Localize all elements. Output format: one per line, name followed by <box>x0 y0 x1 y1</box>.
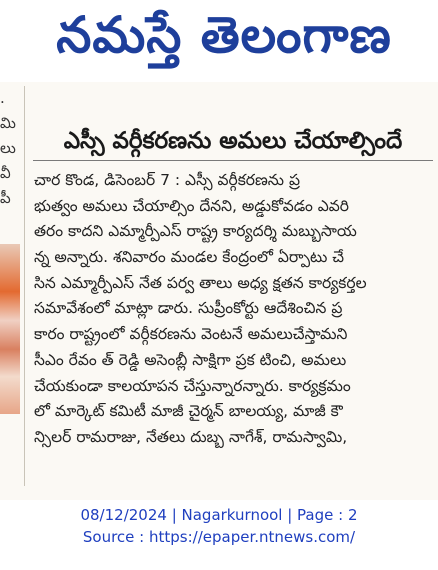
article-line: చార కొండ, డిసెంబర్ 7 : ఎస్సీ వర్గీకరణను ప్ర <box>34 171 300 189</box>
article-line: చేయకుండా కాలయాపన చేస్తున్నారన్నారు. కార్యక్రమం <box>34 376 351 395</box>
article-line: కారం రాష్ట్రంలో వర్గీకరణను వెంటనే అమలుచేస్తామని <box>34 325 348 344</box>
footer-date-line: 08/12/2024 | Nagarkurnool | Page : 2 <box>80 506 358 524</box>
article-body <box>34 168 432 451</box>
article-line: లో మార్కెట్ కమిటీ మాజీ చైర్మన్ బాలయ్య, మాజీ కౌ <box>34 402 343 421</box>
left-fragment: వీ <box>0 164 11 182</box>
article-line: న్సిలర్ రామరాజు, నేతలు దుబ్బ నాగేశ్, రామస్వామి, <box>34 427 348 446</box>
masthead-title: నమస్తే తెలంగాణ <box>56 5 392 64</box>
headline-rule <box>33 160 433 161</box>
adjacent-photo-fragment <box>0 244 20 414</box>
article-headline: ఎస్సీ వర్గీకరణను అమలు చేయాల్సిందే <box>63 128 403 154</box>
column-divider <box>24 86 25 486</box>
footer-source-line[interactable]: Source : https://epaper.ntnews.com/ <box>82 528 356 546</box>
article-line: తరం కాదని ఎమ్మార్పీఎస్ రాష్ట్ర కార్యదర్శి మబ్బుసాయ <box>34 222 357 241</box>
left-fragment: పీ <box>0 189 11 207</box>
left-fragment: . <box>0 89 5 107</box>
article-line: భుత్వం అమలు చేయాల్సిం దేనని, అడ్డుకోవడం ఎవరి <box>34 196 349 215</box>
article-line: సీఎం రేవం త్ రెడ్డి అసెంబ్లీ సాక్షిగా ప్రక టించి, అమలు <box>34 350 347 369</box>
masthead <box>0 0 438 82</box>
left-fragment: మి <box>0 114 16 132</box>
left-fragment: లు <box>0 139 16 157</box>
article-line: సిన ఎమ్మార్పీఎస్ నేత పర్వ తాలు అధ్య క్షతన కార్యకర్తల <box>34 273 367 292</box>
article-line: సమావేశంలో మాట్లా డారు. సుప్రీంకోర్టు ఆదేశించిన ప్ర <box>34 299 343 318</box>
article-line: న్న అన్నారు. శనివారం మండల కేంద్రంలో ఏర్పాటు చే <box>34 248 345 267</box>
